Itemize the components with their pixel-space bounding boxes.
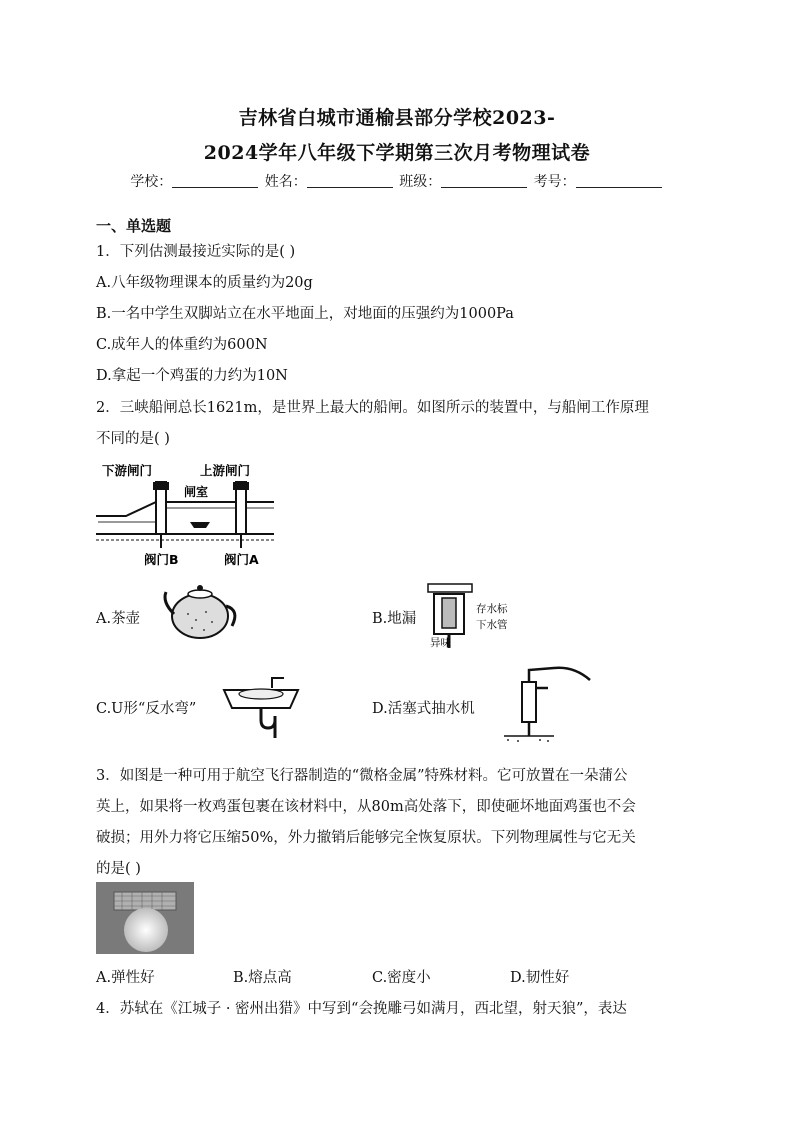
q1-stem: 1．下列估测最接近实际的是( ) [96, 244, 296, 260]
q1-option-a: A.八年级物理课本的质量约为20g [96, 275, 313, 291]
q2-stem-line2: 不同的是( ) [96, 431, 170, 447]
q3-stem-line2: 英上，如果将一枚鸡蛋包裹在该材料中，从80m高处落下，即使砸坏地面鸡蛋也不会 [96, 799, 636, 815]
q2-option-a: A.茶壶 [96, 611, 141, 627]
q3-option-a: A.弹性好 [96, 970, 155, 986]
drain-water-storage-label: 存水标 [476, 603, 508, 615]
q3-option-d: D.韧性好 [510, 970, 570, 986]
q1-option-c: C.成年人的体重约为600N [96, 337, 268, 353]
q3-stem-line1: 3．如图是一种可用于航空飞行器制造的“微格金属”特殊材料。它可放置在一朵蒲公 [96, 768, 628, 784]
q1-option-d: D.拿起一个鸡蛋的力约为10N [96, 368, 288, 384]
microlattice-dandelion-image [96, 882, 194, 954]
q4-stem-line1: 4．苏轼在《江城子 · 密州出猎》中写到“会挽雕弓如满月，西北望，射天狼”，表达 [96, 1001, 627, 1017]
class-blank[interactable] [441, 173, 527, 188]
valve-a-label: 阀门A [224, 552, 259, 567]
name-label: 姓名： [264, 174, 307, 190]
floor-drain-image [426, 582, 538, 650]
ship-lock-figure [96, 458, 276, 570]
sink-trap-image [220, 668, 302, 740]
school-blank[interactable] [172, 173, 258, 188]
q1-option-b: B.一名中学生双脚站立在水平地面上，对地面的压强约为1000Pa [96, 306, 514, 322]
q2-option-b: B.地漏 [372, 611, 417, 627]
downstream-gate-label: 下游闸门 [102, 463, 153, 478]
q3-stem-line4: 的是( ) [96, 861, 141, 877]
chamber-label: 闸室 [184, 485, 209, 499]
teapot-image [160, 580, 242, 642]
q3-option-b: B.熔点高 [233, 970, 292, 986]
q2-option-d: D.活塞式抽水机 [372, 701, 475, 717]
upstream-gate-label: 上游闸门 [200, 463, 251, 478]
drain-pipe-label: 下水管 [476, 619, 508, 631]
q2-stem-line1: 2．三峡船闸总长1621m，是世界上最大的船闸。如图所示的装置中，与船闸工作原理 [96, 400, 649, 416]
q2-option-c: C.U形“反水弯” [96, 701, 197, 717]
class-label: 班级： [399, 174, 442, 190]
paper-title-line1: 吉林省白城市通榆县部分学校2023- [238, 107, 556, 129]
valve-b-label: 阀门B [144, 552, 179, 567]
piston-pump-image [494, 664, 594, 744]
drain-odor-label: 异味 [430, 637, 451, 649]
section-title: 一、单选题 [96, 217, 172, 235]
student-info-row [0, 171, 794, 191]
exam-number-label: 考号： [533, 174, 576, 190]
q3-option-c: C.密度小 [372, 970, 431, 986]
q3-stem-line3: 破损；用外力将它压缩50%，外力撤销后能够完全恢复原状。下列物理属性与它无关 [96, 830, 636, 846]
name-blank[interactable] [307, 173, 393, 188]
school-label: 学校： [130, 174, 173, 190]
paper-title-line2: 2024学年八年级下学期第三次月考物理试卷 [203, 142, 591, 164]
exam-number-blank[interactable] [576, 173, 662, 188]
